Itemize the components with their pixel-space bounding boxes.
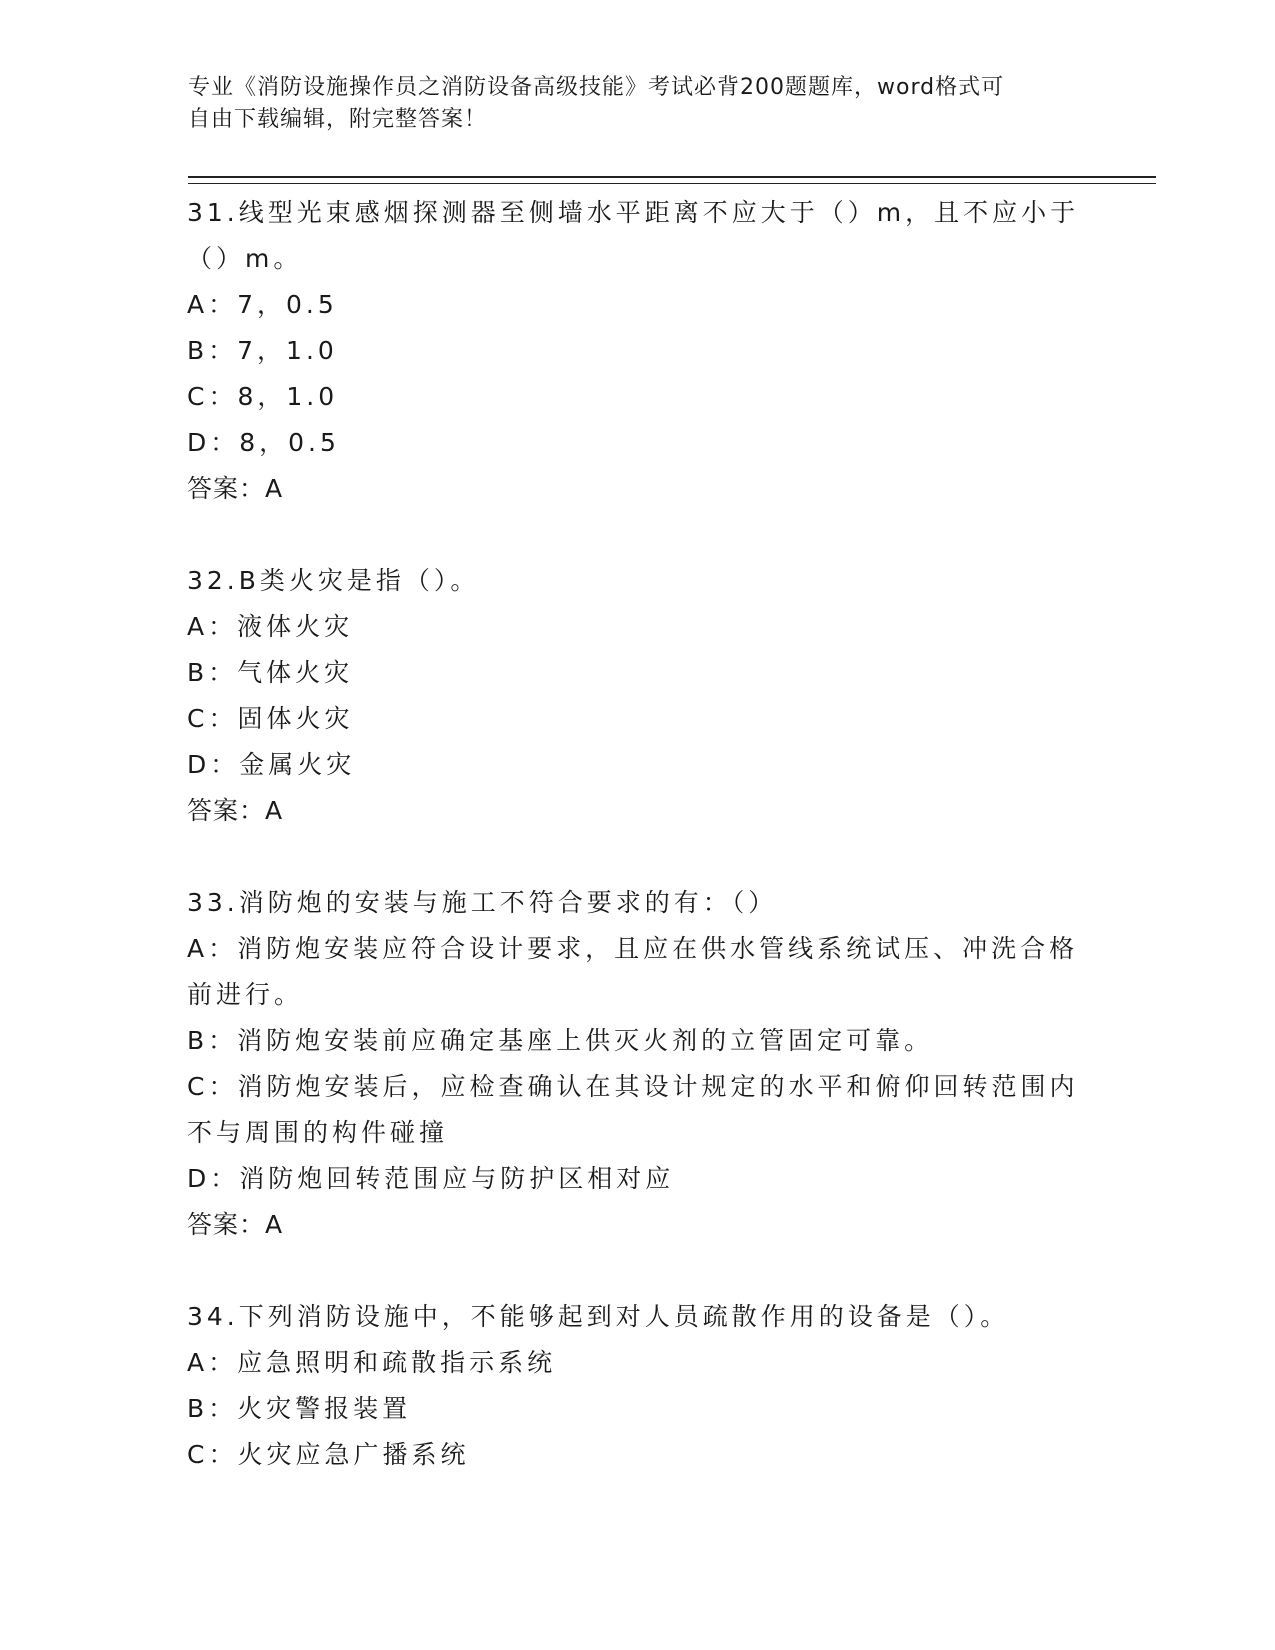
question-spacer [187, 512, 1087, 558]
question-stem-line: 32.B类火灾是指（）。 [187, 566, 480, 595]
question-stem-line: 31.线型光束感烟探测器至侧墙水平距离不应大于（）m，且不应小于 [187, 198, 1080, 227]
option-b: B：火灾警报装置 [187, 1394, 412, 1423]
question-33 [187, 880, 1087, 1248]
answer-line: 答案：A [187, 1210, 284, 1239]
header-line-2: 自由下载编辑，附完整答案！ [188, 107, 488, 132]
header-rule-thick [188, 176, 1156, 178]
option-b: B：7，1.0 [187, 336, 338, 365]
option-d: D：金属火灾 [187, 750, 356, 779]
option-c-continued: 不与周围的构件碰撞 [187, 1118, 449, 1147]
header-rule-thin [188, 183, 1156, 184]
option-d: D：消防炮回转范围应与防护区相对应 [187, 1164, 675, 1193]
question-spacer [187, 834, 1087, 880]
option-c: C：固体火灾 [187, 704, 354, 733]
question-stem-line: 33.消防炮的安装与施工不符合要求的有：（） [187, 888, 778, 917]
question-34 [187, 1294, 1087, 1478]
option-a: A：液体火灾 [187, 612, 354, 641]
option-a: A：消防炮安装应符合设计要求，且应在供水管线系统试压、冲洗合格 [187, 934, 1079, 963]
question-stem-line: 34.下列消防设施中，不能够起到对人员疏散作用的设备是（）。 [187, 1302, 1010, 1331]
option-a: A：应急照明和疏散指示系统 [187, 1348, 557, 1377]
answer-line: 答案：A [187, 796, 284, 825]
option-a: A：7，0.5 [187, 290, 338, 319]
question-31 [187, 190, 1087, 512]
question-spacer [187, 1248, 1087, 1294]
option-b: B：消防炮安装前应确定基座上供灭火剂的立管固定可靠。 [187, 1026, 934, 1055]
option-c: C：消防炮安装后，应检查确认在其设计规定的水平和俯仰回转范围内 [187, 1072, 1079, 1101]
option-c: C：火灾应急广播系统 [187, 1440, 470, 1469]
question-32 [187, 558, 1087, 834]
document-header [188, 72, 1068, 136]
question-stem-line: （）m。 [187, 244, 303, 273]
option-b: B：气体火灾 [187, 658, 354, 687]
option-a-continued: 前进行。 [187, 980, 304, 1009]
option-d: D：8，0.5 [187, 428, 340, 457]
answer-line: 答案：A [187, 474, 284, 503]
header-line-1: 专业《消防设施操作员之消防设备高级技能》考试必背200题题库，word格式可 [188, 75, 1005, 100]
option-c: C：8，1.0 [187, 382, 339, 411]
question-list [187, 190, 1087, 1478]
